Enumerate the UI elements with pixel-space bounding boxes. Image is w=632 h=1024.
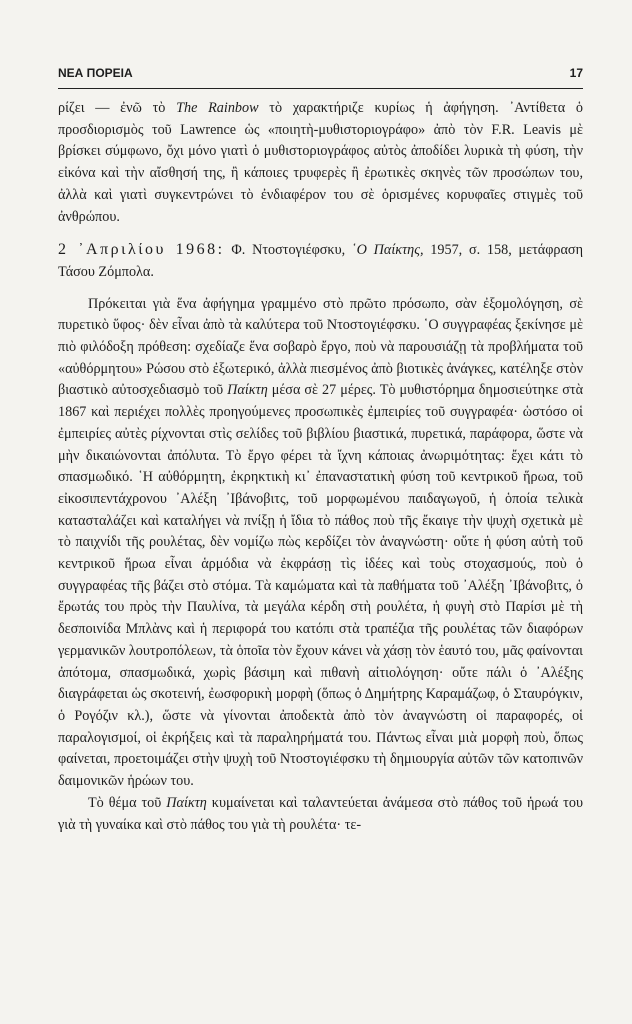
text-run: τὸ χαρακτήριζε κυρίως ἡ ἀφήγηση. ᾿Αντίθετα ὁ προσδιορισμὸς τοῦ Lawrence ὡς «ποιητὴ-μυθιστοριογράφο» ἀπὸ τὸν F.R. Leavis μὲ βρίσκει σύμφωνο, ὄχι μόνο γιατὶ ὁ μυθιστοριογράφος αὐτὸς ἀποδίδει λυρικὰ τὴ φύση, τὴν εἰκόνα καὶ τὴν αἴσθησή της, ἢ κάποιες τρυφερὲς ἢ ἐρωτικὲς σκηνὲς τῶν προσώπων του, ἀλλὰ καὶ γιατὶ συγκεντρώνει τὸ ἐνδιαφέρον του σὲ ὁρισμένες κορυφαῖες στιγμὲς τοῦ ἀνθρώπου. xyxy=(58,100,583,225)
article-body xyxy=(58,98,583,836)
entry-publication-details: 1957, σ. 158, μετάφραση Τάσου Ζόμπολα. xyxy=(58,242,583,280)
entry-book-title: ῾Ο Παίκτης, xyxy=(351,242,424,259)
paragraph-continued xyxy=(58,98,583,228)
entry-date: 2 ᾿Απριλίου 1968: xyxy=(58,241,225,259)
text-run: κυμαίνεται καὶ ταλαντεύεται ἀνάμεσα στὸ πάθος τοῦ ἡρωά του γιὰ τὴ γυναίκα καὶ στὸ πάθος του γιὰ τὴ ρουλέτα· τε- xyxy=(58,794,584,833)
book-page xyxy=(40,0,588,1024)
book-title: Παίκτη xyxy=(227,382,268,399)
paragraph-review xyxy=(58,294,583,793)
journal-title: ΝΕΑ ΠΟΡΕΙΑ xyxy=(58,66,133,80)
running-head xyxy=(58,66,583,80)
text-run: Πρόκειται γιὰ ἕνα ἀφήγημα γραμμένο στὸ πρῶτο πρόσωπο, σὰν ἐξομολόγηση, σὲ πυρετικὸ ὕφος· δὲν εἶναι ἀπὸ τὰ καλύτερα τοῦ Ντοστογιέφσκυ. ῾Ο συγγραφέας ξεκίνησε μὲ πιὸ φιλόδοξη πρόθεση: σχεδίαζε ἕνα σοβαρὸ ἔργο, ποὺ νὰ παρουσιάζῃ τὰ προβλήματα τοῦ «αὐθόρμητου» Ρώσου στὸ ἐξωτερικό, ἀλλὰ πιεσμένος ἀπὸ βιοτικὲς ἀνάγκες, κατέληξε στὸν βιαστικὸ αὐτοσχεδιασμὸ τοῦ xyxy=(58,295,583,399)
paragraph-theme xyxy=(58,793,583,836)
text-run: ρίζει — ἐνῶ τὸ xyxy=(58,100,177,116)
page-number: 17 xyxy=(569,66,583,80)
text-run: μέσα σὲ 27 μέρες. Τὸ μυθιστόρημα δημοσιεύτηκε στὰ 1867 καὶ περιέχει πολλὲς προηγούμενες προσωπικὲς ἐμπειρίες τοῦ συγγραφέα· ὡστόσο οἱ ἐμπειρίες αὐτὲς ρίχνονται στὶς σελίδες τοῦ βιβλίου βιαστικά, πυρετικά, παράφορα, ὥστε νὰ μὴν δικαιώνονται ἀπόλυτα. Τὸ ἔργο φέρει τὰ ἴχνη κάποιας ἀνωριμότητας: ἔχει κάτι τὸ σπασμωδικό. ῾Η αὐθόρμητη, ἐκρηκτικὴ κι᾿ ἐπαναστατικὴ φύση τοῦ κεντρικοῦ ἥρωα, τοῦ εἰκοσιπεντάχρονου ᾿Αλέξη ᾿Ιβάνοβιτς, τοῦ μορφωμένου παιδαγωγοῦ, ἡ ὁποία τελικὰ κατασταλάζει καὶ καταλήγει νὰ πνίξῃ ἡ ἴδια τὸ πάθος ποὺ τῆς ἔκαιγε τὴν ψυχὴ σχετικὰ μὲ τὸ παιχνίδι τῆς ρουλέτας, δὲν νομίζω πὼς κερδίζει τὸν ἀναγνώστη· οὔτε ἡ φύση αὐτὴ τοῦ κεντρικοῦ ἥρωα εἶναι ἁρμόδια νὰ ἐκφράσῃ τὶς ἰδέες καὶ τοὺς στοχασμούς, ποὺ ὁ συγγραφέας τῆς βάζει στὸ στόμα. Τὰ καμώματα καὶ τὰ παθήματα τοῦ ᾿Αλέξη ᾿Ιβάνοβιτς, ὁ ἔρωτάς του πρὸς τὴν Παυλίνα, τὰ μεγάλα κέρδη στὴ ρουλέτα, ἡ φυγὴ στὸ Παρίσι μὲ τὴ δεσποινίδα Μπλὰνς καὶ ἡ περιφορά του κατόπι στὰ τραπέζια τῆς ρουλέτας τῶν διαφόρων γερμανικῶν λουτροπόλεων, τὰ ὁποῖα τὸν ἔχουν κάνει νὰ χάσῃ τὸν ἑαυτό του, μᾶς φαίνονται ἀπότομα, σπασμωδικά, χωρὶς βάσιμη καὶ πιθανὴ αἰτιολόγηση· οὔτε πάλι ὁ ᾿Αλέξης διαγράφεται ὡς σκοτεινή, ἐωσφορικὴ μορφὴ (ὅπως ὁ Δημήτρης Καραμάζωφ, ὁ Σταυρόγκιν, ὁ Ρογόζιν κλ.), ὥστε νὰ γίνονται ἀποδεκτὰ ἀπὸ τὸν ἀναγνώστη οἱ παραφορές, οἱ παραλογισμοί, οἱ ἐκρήξεις καὶ τὰ παραληρήματά του. Πάντως εἶναι μιὰ μορφὴ ποὺ, ὅπως φαίνεται, προετοιμάζει στὴν ψυχὴ τοῦ Ντοστογιέφσκυ τὴ δημιουργία αὐτῶν τῶν κατοπινῶν δαιμονικῶν ἡρώων του. xyxy=(58,382,583,790)
book-title: The Rainbow xyxy=(176,100,259,116)
book-title: Παίκτη xyxy=(166,794,207,811)
entry-author: Φ. Ντοστογιέφσκυ, xyxy=(224,242,352,259)
diary-entry-heading xyxy=(58,239,583,283)
text-run: Τὸ θέμα τοῦ xyxy=(88,794,167,811)
header-rule xyxy=(58,88,583,89)
